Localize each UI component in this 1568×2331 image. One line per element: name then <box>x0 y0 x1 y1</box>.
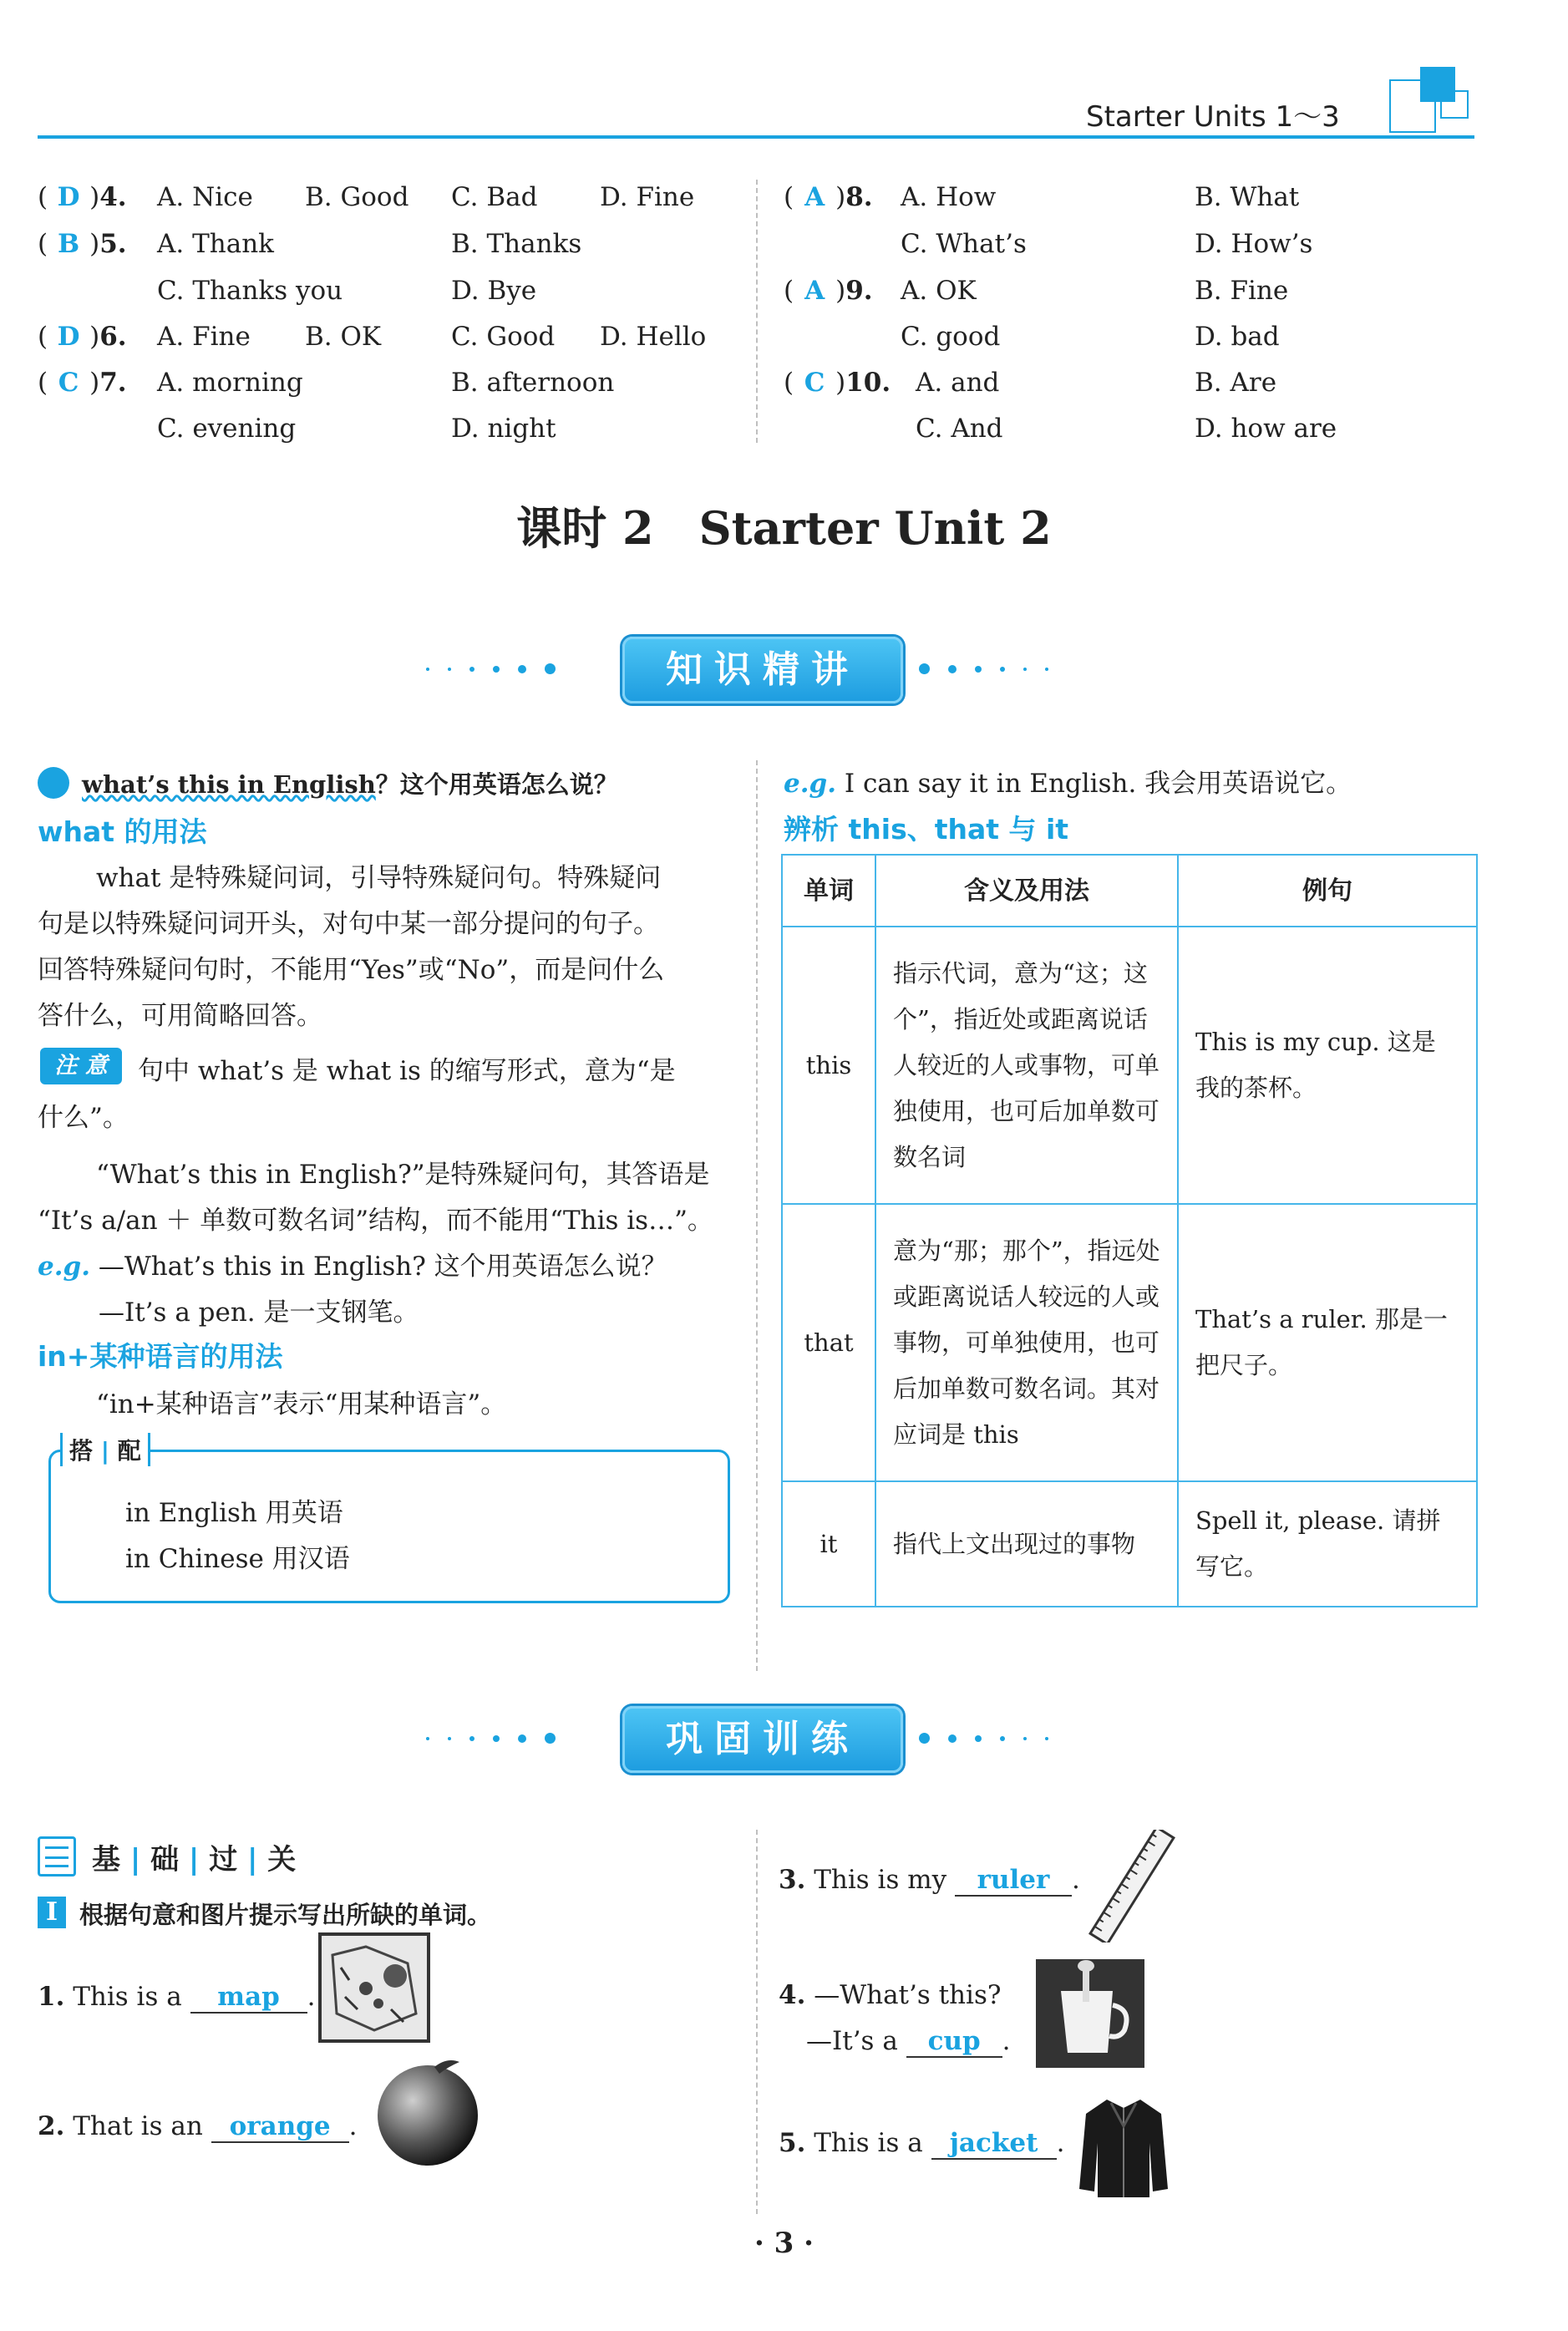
paragraph: what 是特殊疑问词，引导特殊疑问句。特殊疑问 <box>96 863 662 893</box>
option: D. Fine <box>600 182 695 212</box>
example-1: e.g. —What’s this in English? 这个用英语怎么说？ <box>38 1252 667 1282</box>
heading-in-language: in+某种语言的用法 <box>38 1340 283 1373</box>
exercise-5: 5. This is a jacket . <box>779 2128 1065 2158</box>
exercise-1: 1. This is a map . <box>38 1982 316 2012</box>
section-title: 基 | 础 | 过 | 关 <box>92 1843 297 1876</box>
table-header: 单词 <box>782 855 875 927</box>
option: D. Hello <box>600 322 707 352</box>
header-rule <box>38 135 1474 139</box>
column-divider-middle <box>756 760 758 1671</box>
answer-blank: orange <box>211 2111 349 2143</box>
paragraph: 答什么，可用简略回答。 <box>38 1001 322 1031</box>
option: C. And <box>916 414 1003 444</box>
instruction: 根据句意和图片提示写出所缺的单词。 <box>79 1901 492 1929</box>
banner-dots-right <box>919 1729 1067 1746</box>
table-cell-example: That’s a ruler. 那是一把尺子。 <box>1178 1204 1477 1481</box>
point-title: what’s this in English？这个用英语怎么说？ <box>82 770 618 799</box>
answer-blank: ruler <box>955 1865 1072 1897</box>
option: B. What <box>1195 182 1300 212</box>
example-2: e.g. I can say it in English. 我会用英语说它。 <box>784 769 1352 799</box>
table-cell-meaning: 指代上文出现过的事物 <box>875 1481 1178 1607</box>
option: C. Thanks you <box>157 276 343 306</box>
banner-dots-left <box>426 1729 556 1746</box>
collocation-2: in Chinese 用汉语 <box>125 1544 350 1574</box>
table-cell-word: it <box>782 1481 875 1607</box>
table-cell-meaning: 意为“那；那个”，指远处或距离说话人较远的人或事物，可单独使用，也可后加单数可数名词。其对应词是 this <box>875 1204 1178 1481</box>
lesson-title: 课时 2 Starter Unit 2 <box>516 501 1052 555</box>
option: D. How’s <box>1195 229 1313 259</box>
option: A. Fine <box>157 322 251 352</box>
paragraph: “What’s this in English?”是特殊疑问句，其答语是 <box>96 1160 710 1190</box>
option: A. and <box>916 368 1000 398</box>
corner-decoration-small <box>1440 90 1469 119</box>
question-7: ( C )7. <box>38 368 127 398</box>
exercise-4: 4. —What’s this? <box>779 1980 1002 2010</box>
paragraph: “It’s a/an ＋ 单数可数名词”结构，而不能用“This is…”。 <box>38 1206 713 1236</box>
table-cell-word: that <box>782 1204 875 1481</box>
option: A. OK <box>901 276 977 306</box>
table-cell-example: This is my cup. 这是我的茶杯。 <box>1178 927 1477 1204</box>
option: A. Nice <box>157 182 253 212</box>
option: B. OK <box>305 322 382 352</box>
option: B. Fine <box>1195 276 1289 306</box>
example-1-answer: —It’s a pen. 是一支钢笔。 <box>99 1298 419 1328</box>
option: C. Good <box>451 322 556 352</box>
option: C. What’s <box>901 229 1027 259</box>
practice-banner: 巩固训练 <box>622 1706 903 1773</box>
collocation-1: in English 用英语 <box>125 1498 343 1528</box>
notebook-icon <box>38 1836 76 1876</box>
option: D. night <box>451 414 556 444</box>
option: D. Bye <box>451 276 537 306</box>
option: B. afternoon <box>451 368 615 398</box>
option: C. Bad <box>451 182 538 212</box>
paragraph: 回答特殊疑问句时，不能用“Yes”或“No”，而是问什么 <box>38 955 665 985</box>
heading-distinguish: 辨析 this、that 与 it <box>784 813 1069 846</box>
note-label: 注 意 <box>40 1048 122 1084</box>
option: D. bad <box>1195 322 1280 352</box>
knowledge-banner: 知识精讲 <box>622 637 903 703</box>
collocation-label: 搭 | 配 <box>60 1433 150 1466</box>
cup-icon <box>1036 1959 1144 2068</box>
option: B. Thanks <box>451 229 582 259</box>
orange-icon <box>368 2055 485 2168</box>
answer-blank: map <box>190 1982 307 2014</box>
question-10: ( C )10. <box>784 368 891 398</box>
option: B. Good <box>305 182 409 212</box>
option: C. evening <box>157 414 297 444</box>
page-number: · 3 · <box>754 2227 814 2260</box>
paragraph: “in+某种语言”表示“用某种语言”。 <box>96 1389 507 1419</box>
note-text-cont: 什么”。 <box>38 1103 129 1133</box>
question-6: ( D )6. <box>38 322 127 352</box>
comparison-table <box>781 854 1478 1607</box>
part-number: I <box>38 1897 66 1928</box>
option: A. How <box>901 182 997 212</box>
exercise-3: 3. This is my ruler . <box>779 1865 1080 1895</box>
ruler-icon <box>1086 1830 1178 1942</box>
exercise-4-answer: —It’s a cup . <box>806 2026 1011 2056</box>
option: D. how are <box>1195 414 1337 444</box>
column-divider-bottom <box>756 1830 758 2214</box>
table-cell-example: Spell it, please. 请拼写它。 <box>1178 1481 1477 1607</box>
banner-dots-left <box>426 660 556 677</box>
jacket-icon <box>1078 2093 1170 2202</box>
table-header: 例句 <box>1178 855 1477 927</box>
table-cell-word: this <box>782 927 875 1204</box>
table-cell-meaning: 指示代词，意为“这；这个”，指近处或距离说话人较近的人或事物，可单独使用，也可后加单数可数名词 <box>875 927 1178 1204</box>
map-icon <box>316 1930 434 2047</box>
header-title: Starter Units 1～3 <box>1086 100 1340 134</box>
banner-dots-right <box>919 660 1067 677</box>
exercise-2: 2. That is an orange . <box>38 2111 358 2141</box>
option: A. Thank <box>157 229 274 259</box>
option: C. good <box>901 322 1001 352</box>
answer-blank: jacket <box>931 2128 1057 2160</box>
heading-what-usage: what 的用法 <box>38 815 207 848</box>
table-header: 含义及用法 <box>875 855 1178 927</box>
question-4: ( D )4. <box>38 182 127 212</box>
bullet-dot <box>38 767 69 799</box>
question-9: ( A )9. <box>784 276 873 306</box>
column-divider-top <box>756 180 758 443</box>
note-text: 句中 what’s 是 what is 的缩写形式，意为“是 <box>138 1056 676 1086</box>
paragraph: 句是以特殊疑问词开头，对句中某一部分提问的句子。 <box>38 909 659 939</box>
question-8: ( A )8. <box>784 182 873 212</box>
question-5: ( B )5. <box>38 229 127 259</box>
answer-blank: cup <box>906 2026 1002 2058</box>
option: B. Are <box>1195 368 1277 398</box>
option: A. morning <box>157 368 303 398</box>
